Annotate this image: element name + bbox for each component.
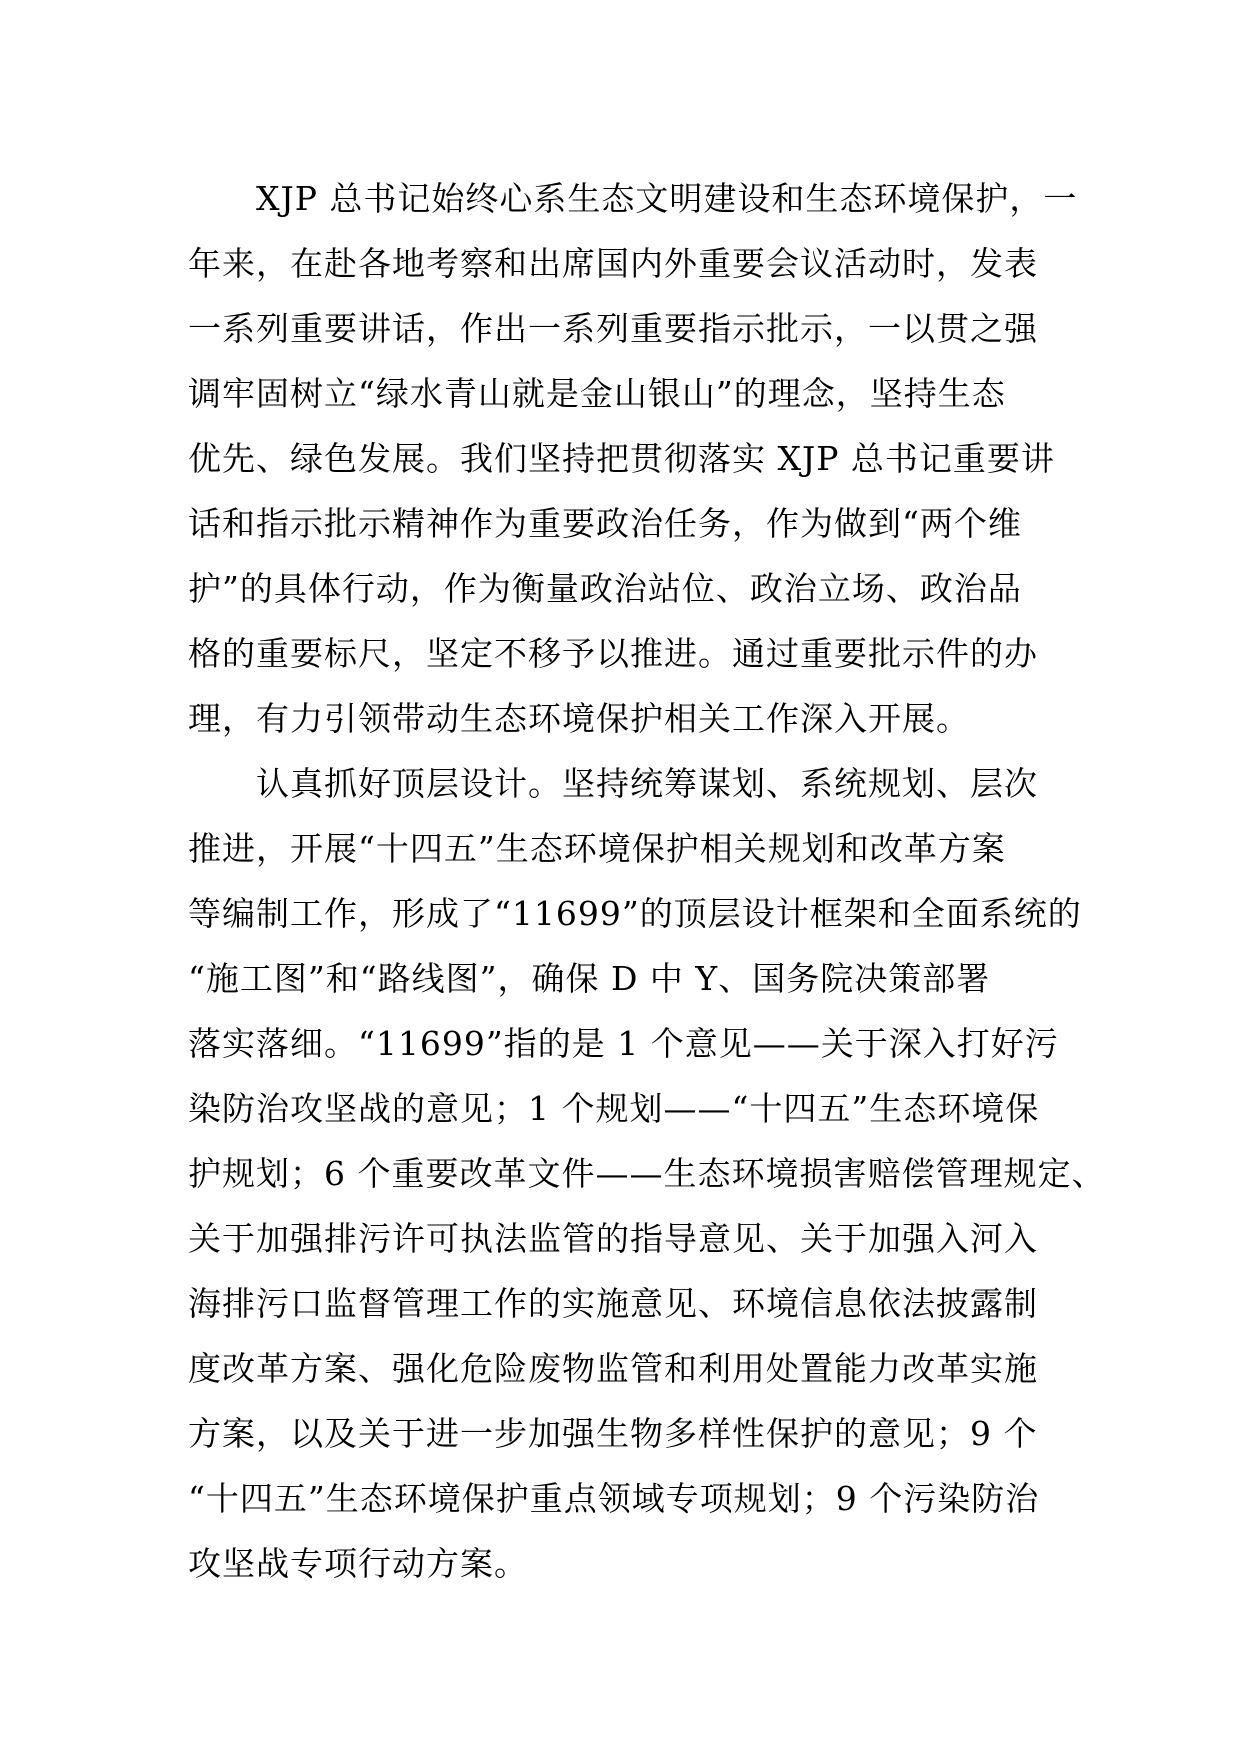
paragraph-line: 关于加强排污许可执法监管的指导意见、关于加强入河入 <box>188 1219 1038 1258</box>
document-body <box>188 166 1106 1596</box>
paragraph-line: XJP 总书记始终心系生态文明建设和生态环境保护，一 <box>256 179 1078 218</box>
paragraph-line: 一系列重要讲话，作出一系列重要指示批示，一以贯之强 <box>188 309 1038 348</box>
paragraph-line: 话和指示批示精神作为重要政治任务，作为做到“两个维 <box>188 504 1022 543</box>
paragraph-line: 方案，以及关于进一步加强生物多样性保护的意见；9 个 <box>188 1414 1038 1453</box>
paragraph-line: 攻坚战专项行动方案。 <box>188 1544 528 1583</box>
paragraph-line: 年来，在赴各地考察和出席国内外重要会议活动时，发表 <box>188 244 1038 283</box>
paragraph-line: 染防治攻坚战的意见；1 个规划——“十四五”生态环境保 <box>188 1089 1040 1128</box>
paragraph-line: 度改革方案、强化危险废物监管和利用处置能力改革实施 <box>188 1349 1038 1388</box>
paragraph-line: 护规划；6 个重要改革文件——生态环境损害赔偿管理规定、 <box>188 1154 1106 1193</box>
paragraph-line: 格的重要标尺，坚定不移予以推进。通过重要批示件的办 <box>188 634 1038 673</box>
paragraph-line: 落实落细。“11699”指的是 1 个意见——关于深入打好污 <box>188 1024 1059 1063</box>
paragraph-line: 海排污口监督管理工作的实施意见、环境信息依法披露制 <box>188 1284 1038 1323</box>
paragraph-line: 认真抓好顶层设计。坚持统筹谋划、系统规划、层次 <box>256 764 1038 803</box>
paragraph-line: “施工图”和“路线图”，确保 D 中 Y、国务院决策部署 <box>188 959 991 998</box>
paragraph-line: 等编制工作，形成了“11699”的顶层设计框架和全面系统的 <box>188 894 1082 933</box>
paragraph-line: 调牢固树立“绿水青山就是金山银山”的理念，坚持生态 <box>188 374 1006 413</box>
paragraph-line: “十四五”生态环境保护重点领域专项规划；9 个污染防治 <box>188 1479 1040 1518</box>
paragraph-line: 理，有力引领带动生态环境保护相关工作深入开展。 <box>188 699 970 738</box>
paragraph-line: 护”的具体行动，作为衡量政治站位、政治立场、政治品 <box>188 569 1022 608</box>
paragraph-2 <box>188 751 1106 1596</box>
paragraph-line: 优先、绿色发展。我们坚持把贯彻落实 XJP 总书记重要讲 <box>188 439 1055 478</box>
paragraph-1 <box>188 166 1078 751</box>
paragraph-line: 推进，开展“十四五”生态环境保护相关规划和改革方案 <box>188 829 1006 868</box>
